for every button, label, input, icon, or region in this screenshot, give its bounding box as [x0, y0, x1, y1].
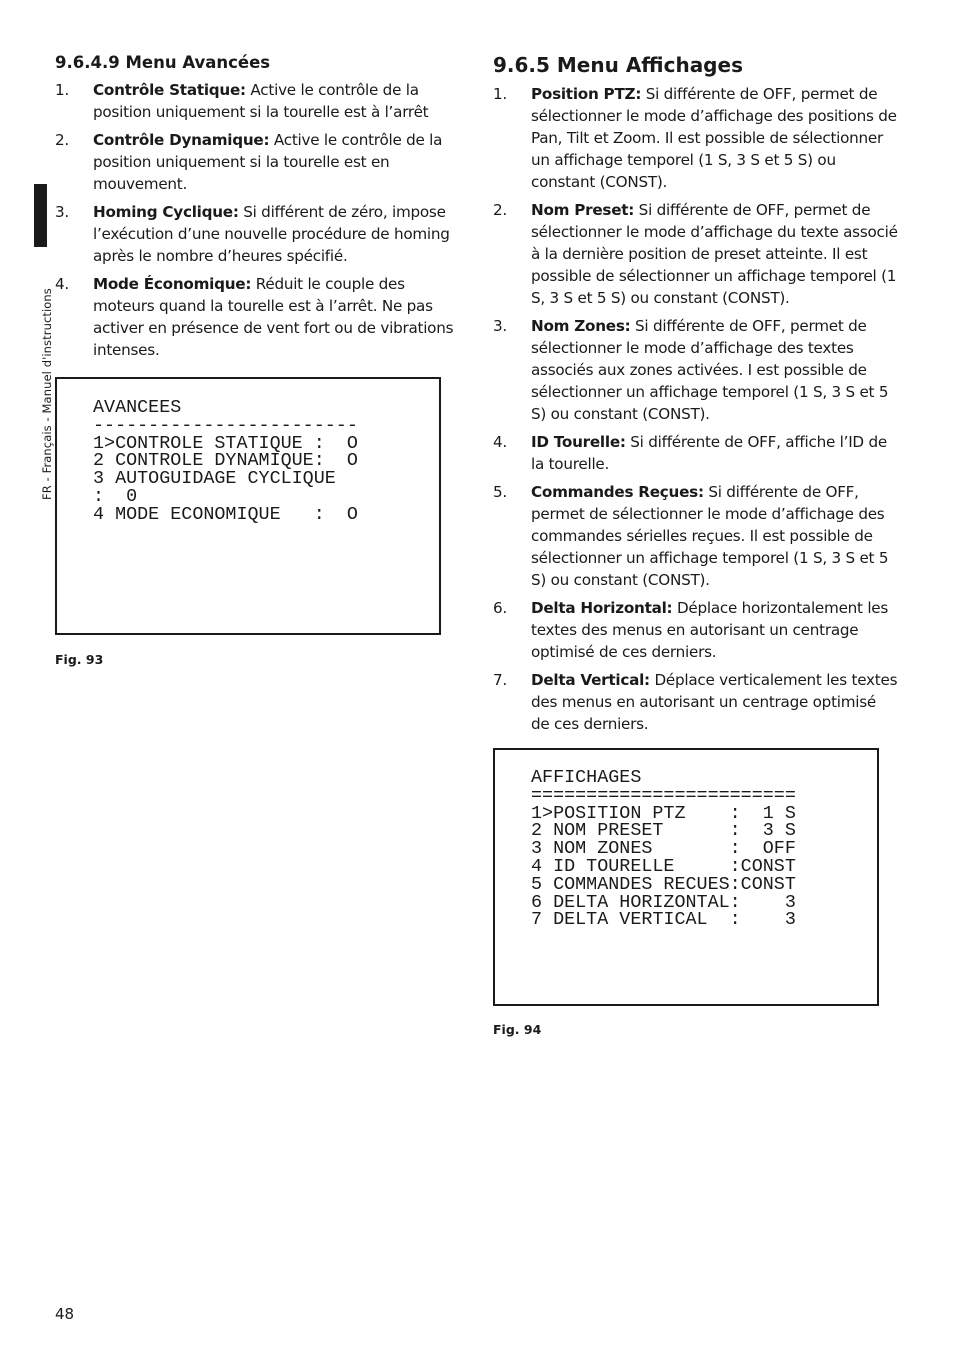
side-language-label: FR - Français - Manuel d'instructions [40, 288, 54, 500]
osd-title: AFFICHAGES [531, 767, 642, 788]
item-number: 4. [493, 433, 507, 451]
item-description: Réduit le couple des moteurs quand la tourelle est à l’arrêt. Ne pas activer en présence de vent fort ou de vibrations intenses. [93, 275, 454, 359]
list-item [55, 201, 465, 267]
osd-menu-line: 2 NOM PRESET : 3 S [531, 820, 796, 842]
osd-menu-line: 2 CONTROLE DYNAMIQUE: O [93, 450, 358, 472]
figure-caption-94: Fig. 94 [493, 1022, 542, 1037]
affichages-osd-text [495, 750, 877, 929]
item-number: 1. [493, 85, 507, 103]
item-term: Contrôle Dynamique: [93, 131, 270, 149]
osd-menu-line: 3 AUTOGUIDAGE CYCLIQUE [93, 468, 336, 490]
item-number: 6. [493, 599, 507, 617]
item-description: Si différente de OFF, permet de sélectionner le mode d’affichage du texte associé à la dernière position de preset atteinte. Il est possible de sélectionner un affichage temporel (1 S, 3 S et 5 S) ou constant (CONST). [531, 201, 898, 307]
menu-affichages-heading: 9.6.5 Menu Affichages [493, 53, 743, 77]
osd-menu-line: 4 MODE ECONOMIQUE : O [93, 503, 358, 525]
item-description: Si différent de zéro, impose l’exécution d’une nouvelle procédure de homing après le nombre d’heures spécifié. [93, 203, 450, 265]
affichages-item-list [493, 83, 898, 735]
item-term: Nom Zones: [531, 317, 631, 335]
item-term: Homing Cyclique: [93, 203, 239, 221]
osd-menu-line: : 0 [93, 485, 138, 507]
item-number: 1. [55, 81, 69, 99]
avancees-osd-screen [55, 377, 441, 635]
list-item [55, 273, 465, 361]
item-term: Commandes Reçues: [531, 483, 704, 501]
list-item [493, 315, 898, 425]
item-description: Si différente de OFF, permet de sélectionner le mode d’affichage des positions de Pan, Tilt et Zoom. Il est possible de sélectionner un affichage temporel (1 S, 3 S et 5 S) ou constant (CONST). [531, 85, 897, 191]
item-number: 3. [493, 317, 507, 335]
list-item [493, 83, 898, 193]
item-number: 5. [493, 483, 507, 501]
avancees-item-list [55, 79, 465, 361]
item-term: Contrôle Statique: [93, 81, 246, 99]
item-term: ID Tourelle: [531, 433, 626, 451]
item-description: Si différente de OFF, permet de sélectionner le mode d’affichage des textes associés aux zones activées. I est possible de sélectionner un affichage temporel (1 S, 3 S et 5 S) ou constant (CONST). [531, 317, 889, 423]
item-description: Si différente de OFF, permet de sélectionner le mode d’affichage des commandes sérielles reçues. Il est possible de sélectionner un affichage temporel (1 S, 3 S et 5 S) ou constant (CONST). [531, 483, 889, 589]
section-marker-bar [34, 184, 47, 247]
left-column [55, 52, 465, 367]
osd-menu-line: 1>POSITION PTZ : 1 S [531, 802, 796, 824]
item-description: Si différente de OFF, affiche l’ID de la tourelle. [531, 433, 887, 473]
right-column [493, 52, 898, 741]
list-item [493, 431, 898, 475]
item-term: Delta Vertical: [531, 671, 650, 689]
page-number: 48 [55, 1305, 75, 1323]
item-term: Nom Preset: [531, 201, 635, 219]
item-number: 7. [493, 671, 507, 689]
list-item [493, 597, 898, 663]
osd-menu-line: 4 ID TOURELLE :CONST [531, 855, 796, 877]
item-description: Déplace horizontalement les textes des menus en autorisant un centrage optimisé de ces derniers. [531, 599, 889, 661]
osd-menu-line: 1>CONTROLE STATIQUE : O [93, 432, 358, 454]
item-number: 2. [493, 201, 507, 219]
item-description: Active le contrôle de la position uniquement si la tourelle est en mouvement. [93, 131, 443, 193]
osd-menu-line: 3 NOM ZONES : OFF [531, 838, 796, 860]
osd-menu-line: 5 COMMANDES RECUES:CONST [531, 873, 796, 895]
item-description: Déplace verticalement les textes des menus en autorisant un centrage optimisé de ces derniers. [531, 671, 898, 733]
figure-caption-93: Fig. 93 [55, 652, 104, 667]
item-term: Position PTZ: [531, 85, 642, 103]
list-item [55, 129, 465, 195]
item-number: 4. [55, 275, 69, 293]
item-description: Active le contrôle de la position uniquement si la tourelle est à l’arrêt [93, 81, 429, 121]
list-item [493, 669, 898, 735]
avancees-osd-text [57, 379, 439, 524]
osd-menu-line: 7 DELTA VERTICAL : 3 [531, 909, 796, 931]
list-item [493, 481, 898, 591]
osd-separator: ======================== [531, 784, 796, 806]
list-item [55, 79, 465, 123]
osd-separator: ------------------------ [93, 414, 358, 436]
menu-avancees-heading: 9.6.4.9 Menu Avancées [55, 53, 271, 72]
osd-menu-line: 6 DELTA HORIZONTAL: 3 [531, 891, 796, 913]
osd-title: AVANCEES [93, 397, 182, 418]
list-item [493, 199, 898, 309]
item-number: 3. [55, 203, 69, 221]
affichages-osd-screen [493, 748, 879, 1006]
item-number: 2. [55, 131, 69, 149]
item-term: Delta Horizontal: [531, 599, 673, 617]
item-term: Mode Économique: [93, 275, 252, 293]
